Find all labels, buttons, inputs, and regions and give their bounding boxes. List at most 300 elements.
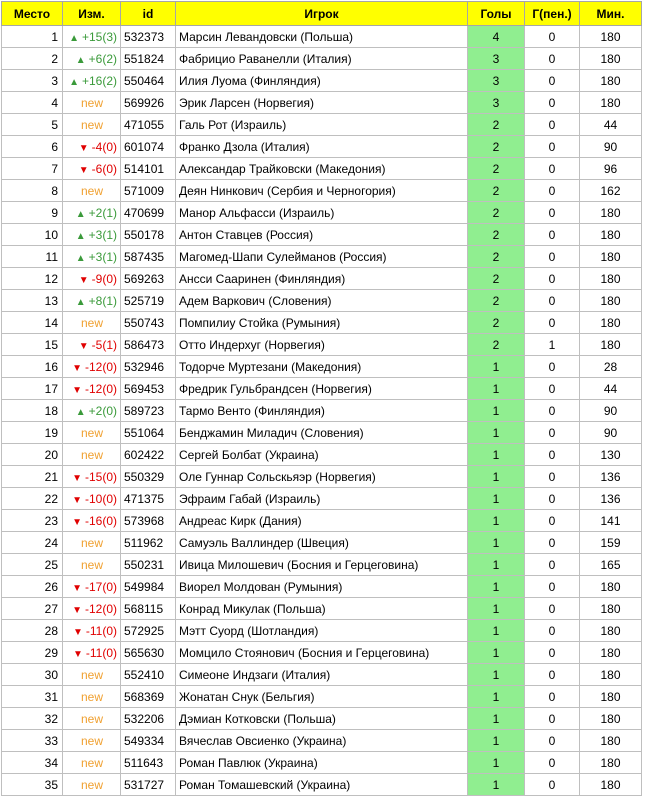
- change-value: +2(1): [88, 205, 117, 220]
- minutes-cell: 180: [580, 598, 642, 620]
- place-cell: 30: [2, 664, 63, 686]
- change-value: -9(0): [91, 271, 117, 286]
- header-id[interactable]: id: [121, 2, 176, 26]
- change-value: +8(1): [88, 293, 117, 308]
- place-cell: 32: [2, 708, 63, 730]
- minutes-cell: 180: [580, 92, 642, 114]
- place-cell: 10: [2, 224, 63, 246]
- id-cell: 573968: [121, 510, 176, 532]
- change-cell: [63, 400, 121, 422]
- minutes-cell: 180: [580, 334, 642, 356]
- change-cell: [63, 48, 121, 70]
- goals-cell: 1: [468, 400, 525, 422]
- place-cell: 13: [2, 290, 63, 312]
- change-cell: [63, 664, 121, 686]
- table-row[interactable]: [2, 774, 642, 796]
- player-cell: Эрик Ларсен (Норвегия): [176, 92, 468, 114]
- goals-cell: 1: [468, 620, 525, 642]
- goals-cell: 1: [468, 444, 525, 466]
- arrow-up-icon: ▲: [75, 54, 86, 66]
- table-row[interactable]: [2, 48, 642, 70]
- player-cell: Тодорче Муртезани (Македония): [176, 356, 468, 378]
- table-body: [2, 26, 642, 796]
- player-cell: Магомед-Шапи Сулейманов (Россия): [176, 246, 468, 268]
- player-cell: Галь Рот (Израиль): [176, 114, 468, 136]
- id-cell: 568115: [121, 598, 176, 620]
- minutes-cell: 180: [580, 246, 642, 268]
- arrow-down-icon: ▼: [72, 604, 82, 616]
- table-row[interactable]: [2, 158, 642, 180]
- table-row[interactable]: [2, 224, 642, 246]
- player-cell: Деян Нинкович (Сербия и Черногория): [176, 180, 468, 202]
- arrow-up-icon: ▲: [75, 252, 86, 264]
- change-value: -12(0): [84, 601, 117, 616]
- change-value: -5(1): [91, 337, 117, 352]
- minutes-cell: 180: [580, 202, 642, 224]
- table-row[interactable]: [2, 664, 642, 686]
- table-row[interactable]: [2, 26, 642, 48]
- penalty-goals-cell: 0: [525, 312, 580, 334]
- player-cell: Манор Альфасси (Израиль): [176, 202, 468, 224]
- change-cell: [63, 114, 121, 136]
- change-cell: [63, 290, 121, 312]
- goals-cell: 3: [468, 92, 525, 114]
- minutes-cell: 44: [580, 378, 642, 400]
- goals-cell: 2: [468, 136, 525, 158]
- penalty-goals-cell: 0: [525, 246, 580, 268]
- place-cell: 29: [2, 642, 63, 664]
- arrow-up-icon: ▲: [69, 32, 79, 44]
- minutes-cell: 141: [580, 510, 642, 532]
- change-value: new: [80, 425, 103, 440]
- minutes-cell: 180: [580, 730, 642, 752]
- place-cell: 20: [2, 444, 63, 466]
- table-row[interactable]: [2, 466, 642, 488]
- player-cell: Вячеслав Овсиенко (Украина): [176, 730, 468, 752]
- player-cell: Ивица Милошевич (Босния и Герцеговина): [176, 554, 468, 576]
- penalty-goals-cell: 0: [525, 268, 580, 290]
- id-cell: 571009: [121, 180, 176, 202]
- table-row[interactable]: [2, 730, 642, 752]
- player-cell: Бенджамин Миладич (Словения): [176, 422, 468, 444]
- change-value: -16(0): [84, 513, 117, 528]
- place-cell: 24: [2, 532, 63, 554]
- table-row[interactable]: [2, 598, 642, 620]
- penalty-goals-cell: 0: [525, 224, 580, 246]
- table-row[interactable]: [2, 488, 642, 510]
- table-row[interactable]: [2, 312, 642, 334]
- table-row[interactable]: [2, 268, 642, 290]
- goals-cell: 1: [468, 510, 525, 532]
- goals-cell: 1: [468, 686, 525, 708]
- change-cell: [63, 576, 121, 598]
- arrow-down-icon: ▼: [78, 142, 89, 154]
- change-cell: [63, 268, 121, 290]
- header-place[interactable]: Место: [2, 2, 63, 26]
- change-value: -10(0): [84, 491, 117, 506]
- change-value: +15(3): [81, 29, 117, 44]
- table-row[interactable]: [2, 576, 642, 598]
- minutes-cell: 180: [580, 620, 642, 642]
- place-cell: 19: [2, 422, 63, 444]
- player-cell: Отто Индерхуг (Норвегия): [176, 334, 468, 356]
- minutes-cell: 180: [580, 70, 642, 92]
- change-cell: [63, 532, 121, 554]
- id-cell: 511643: [121, 752, 176, 774]
- change-value: -6(0): [91, 161, 117, 176]
- change-value: -17(0): [84, 579, 117, 594]
- penalty-goals-cell: 0: [525, 752, 580, 774]
- minutes-cell: 159: [580, 532, 642, 554]
- table-row[interactable]: [2, 554, 642, 576]
- place-cell: 4: [2, 92, 63, 114]
- goals-cell: 1: [468, 752, 525, 774]
- goals-cell: 1: [468, 576, 525, 598]
- change-cell: [63, 510, 121, 532]
- change-cell: [63, 686, 121, 708]
- place-cell: 1: [2, 26, 63, 48]
- arrow-down-icon: ▼: [72, 362, 82, 374]
- table-row[interactable]: [2, 70, 642, 92]
- change-cell: [63, 598, 121, 620]
- penalty-goals-cell: 0: [525, 158, 580, 180]
- change-cell: [63, 136, 121, 158]
- table-row[interactable]: [2, 400, 642, 422]
- table-row[interactable]: [2, 532, 642, 554]
- place-cell: 27: [2, 598, 63, 620]
- goals-cell: 3: [468, 70, 525, 92]
- penalty-goals-cell: 0: [525, 488, 580, 510]
- id-cell: 550231: [121, 554, 176, 576]
- penalty-goals-cell: 0: [525, 48, 580, 70]
- arrow-up-icon: ▲: [69, 76, 79, 88]
- player-cell: Мэтт Суорд (Шотландия): [176, 620, 468, 642]
- goals-cell: 1: [468, 554, 525, 576]
- place-cell: 35: [2, 774, 63, 796]
- change-cell: [63, 92, 121, 114]
- id-cell: 470699: [121, 202, 176, 224]
- place-cell: 31: [2, 686, 63, 708]
- player-cell: Тармо Венто (Финляндия): [176, 400, 468, 422]
- arrow-down-icon: ▼: [78, 274, 89, 286]
- table-row[interactable]: [2, 620, 642, 642]
- id-cell: 568369: [121, 686, 176, 708]
- id-cell: 511962: [121, 532, 176, 554]
- arrow-down-icon: ▼: [78, 340, 89, 352]
- penalty-goals-cell: 0: [525, 202, 580, 224]
- id-cell: 532373: [121, 26, 176, 48]
- id-cell: 551824: [121, 48, 176, 70]
- change-value: new: [80, 733, 103, 748]
- player-cell: Андреас Кирк (Дания): [176, 510, 468, 532]
- penalty-goals-cell: 1: [525, 334, 580, 356]
- table-row[interactable]: [2, 356, 642, 378]
- minutes-cell: 180: [580, 642, 642, 664]
- place-cell: 8: [2, 180, 63, 202]
- player-cell: Роман Павлюк (Украина): [176, 752, 468, 774]
- minutes-cell: 162: [580, 180, 642, 202]
- penalty-goals-cell: 0: [525, 444, 580, 466]
- change-cell: [63, 488, 121, 510]
- minutes-cell: 96: [580, 158, 642, 180]
- arrow-up-icon: ▲: [75, 230, 86, 242]
- table-row[interactable]: [2, 378, 642, 400]
- change-value: new: [80, 117, 103, 132]
- player-cell: Эфраим Габай (Израиль): [176, 488, 468, 510]
- id-cell: 551064: [121, 422, 176, 444]
- id-cell: 532946: [121, 356, 176, 378]
- place-cell: 34: [2, 752, 63, 774]
- table-row[interactable]: [2, 246, 642, 268]
- goals-cell: 1: [468, 708, 525, 730]
- minutes-cell: 180: [580, 312, 642, 334]
- goals-cell: 2: [468, 180, 525, 202]
- table-row[interactable]: [2, 92, 642, 114]
- penalty-goals-cell: 0: [525, 598, 580, 620]
- change-cell: [63, 158, 121, 180]
- player-cell: Помпилиу Стойка (Румыния): [176, 312, 468, 334]
- goals-cell: 2: [468, 202, 525, 224]
- change-cell: [63, 356, 121, 378]
- arrow-up-icon: ▲: [75, 296, 86, 308]
- place-cell: 21: [2, 466, 63, 488]
- arrow-down-icon: ▼: [72, 582, 82, 594]
- arrow-down-icon: ▼: [72, 384, 82, 396]
- goals-cell: 1: [468, 642, 525, 664]
- change-cell: [63, 422, 121, 444]
- place-cell: 18: [2, 400, 63, 422]
- player-cell: Сергей Болбат (Украина): [176, 444, 468, 466]
- header-player[interactable]: Игрок: [176, 2, 468, 26]
- player-cell: Фредрик Гульбрандсен (Норвегия): [176, 378, 468, 400]
- place-cell: 6: [2, 136, 63, 158]
- place-cell: 12: [2, 268, 63, 290]
- change-value: +3(1): [88, 249, 117, 264]
- id-cell: 549334: [121, 730, 176, 752]
- change-value: new: [80, 755, 103, 770]
- place-cell: 9: [2, 202, 63, 224]
- place-cell: 15: [2, 334, 63, 356]
- id-cell: 525719: [121, 290, 176, 312]
- penalty-goals-cell: 0: [525, 136, 580, 158]
- place-cell: 28: [2, 620, 63, 642]
- header-row: [2, 2, 642, 26]
- id-cell: 531727: [121, 774, 176, 796]
- minutes-cell: 28: [580, 356, 642, 378]
- penalty-goals-cell: 0: [525, 92, 580, 114]
- change-cell: [63, 466, 121, 488]
- table-row[interactable]: [2, 422, 642, 444]
- table-row[interactable]: [2, 708, 642, 730]
- change-value: new: [80, 667, 103, 682]
- player-cell: Момцило Стоянович (Босния и Герцеговина): [176, 642, 468, 664]
- change-cell: [63, 202, 121, 224]
- id-cell: 572925: [121, 620, 176, 642]
- goals-cell: 1: [468, 422, 525, 444]
- goals-cell: 2: [468, 224, 525, 246]
- id-cell: 569263: [121, 268, 176, 290]
- minutes-cell: 180: [580, 48, 642, 70]
- id-cell: 587435: [121, 246, 176, 268]
- minutes-cell: 130: [580, 444, 642, 466]
- place-cell: 14: [2, 312, 63, 334]
- minutes-cell: 180: [580, 708, 642, 730]
- table-row[interactable]: [2, 136, 642, 158]
- penalty-goals-cell: 0: [525, 576, 580, 598]
- id-cell: 601074: [121, 136, 176, 158]
- penalty-goals-cell: 0: [525, 466, 580, 488]
- penalty-goals-cell: 0: [525, 422, 580, 444]
- penalty-goals-cell: 0: [525, 532, 580, 554]
- id-cell: 550178: [121, 224, 176, 246]
- header-goals[interactable]: Голы: [468, 2, 525, 26]
- change-value: -12(0): [84, 359, 117, 374]
- table-row[interactable]: [2, 510, 642, 532]
- player-cell: Симеоне Индзаги (Италия): [176, 664, 468, 686]
- table-row[interactable]: [2, 642, 642, 664]
- player-cell: Адем Варкович (Словения): [176, 290, 468, 312]
- player-cell: Александар Трайковски (Македония): [176, 158, 468, 180]
- table-row[interactable]: [2, 752, 642, 774]
- goals-cell: 1: [468, 466, 525, 488]
- place-cell: 33: [2, 730, 63, 752]
- arrow-down-icon: ▼: [72, 494, 82, 506]
- change-cell: [63, 774, 121, 796]
- change-cell: [63, 378, 121, 400]
- penalty-goals-cell: 0: [525, 290, 580, 312]
- table-row[interactable]: [2, 444, 642, 466]
- arrow-down-icon: ▼: [78, 164, 89, 176]
- penalty-goals-cell: 0: [525, 400, 580, 422]
- place-cell: 2: [2, 48, 63, 70]
- change-cell: [63, 70, 121, 92]
- change-value: -11(0): [85, 623, 117, 638]
- table-row[interactable]: [2, 180, 642, 202]
- penalty-goals-cell: 0: [525, 356, 580, 378]
- penalty-goals-cell: 0: [525, 686, 580, 708]
- change-value: new: [80, 315, 103, 330]
- change-value: new: [80, 183, 103, 198]
- arrow-down-icon: ▼: [72, 626, 83, 638]
- player-cell: Франко Дзола (Италия): [176, 136, 468, 158]
- place-cell: 7: [2, 158, 63, 180]
- change-value: new: [80, 535, 103, 550]
- table-row[interactable]: [2, 686, 642, 708]
- header-change[interactable]: Изм.: [63, 2, 121, 26]
- player-cell: Виорел Молдован (Румыния): [176, 576, 468, 598]
- player-cell: Фабрицио Раванелли (Италия): [176, 48, 468, 70]
- penalty-goals-cell: 0: [525, 70, 580, 92]
- place-cell: 26: [2, 576, 63, 598]
- goals-cell: 1: [468, 664, 525, 686]
- minutes-cell: 90: [580, 136, 642, 158]
- id-cell: 549984: [121, 576, 176, 598]
- goals-cell: 3: [468, 48, 525, 70]
- change-cell: [63, 642, 121, 664]
- player-cell: Дэмиан Котковски (Польша): [176, 708, 468, 730]
- place-cell: 3: [2, 70, 63, 92]
- id-cell: 532206: [121, 708, 176, 730]
- goals-cell: 1: [468, 532, 525, 554]
- goals-cell: 1: [468, 356, 525, 378]
- minutes-cell: 180: [580, 224, 642, 246]
- id-cell: 550464: [121, 70, 176, 92]
- minutes-cell: 180: [580, 576, 642, 598]
- change-value: new: [80, 447, 103, 462]
- change-cell: [63, 730, 121, 752]
- minutes-cell: 180: [580, 268, 642, 290]
- goals-cell: 1: [468, 378, 525, 400]
- penalty-goals-cell: 0: [525, 642, 580, 664]
- minutes-cell: 44: [580, 114, 642, 136]
- player-cell: Жонатан Снук (Бельгия): [176, 686, 468, 708]
- change-value: +3(1): [88, 227, 117, 242]
- change-cell: [63, 708, 121, 730]
- header-penalty-goals[interactable]: Г(пен.): [525, 2, 580, 26]
- arrow-up-icon: ▲: [75, 406, 86, 418]
- goals-cell: 1: [468, 598, 525, 620]
- penalty-goals-cell: 0: [525, 730, 580, 752]
- change-cell: [63, 620, 121, 642]
- arrow-down-icon: ▼: [72, 472, 82, 484]
- goals-cell: 1: [468, 774, 525, 796]
- minutes-cell: 180: [580, 774, 642, 796]
- id-cell: 569453: [121, 378, 176, 400]
- goals-cell: 1: [468, 730, 525, 752]
- penalty-goals-cell: 0: [525, 664, 580, 686]
- goals-cell: 2: [468, 158, 525, 180]
- change-value: -15(0): [84, 469, 117, 484]
- minutes-cell: 180: [580, 290, 642, 312]
- player-cell: Илия Луома (Финляндия): [176, 70, 468, 92]
- place-cell: 5: [2, 114, 63, 136]
- id-cell: 471055: [121, 114, 176, 136]
- table-row[interactable]: [2, 334, 642, 356]
- penalty-goals-cell: 0: [525, 708, 580, 730]
- player-cell: Ансси Саарин​ен (Финляндия): [176, 268, 468, 290]
- minutes-cell: 136: [580, 488, 642, 510]
- change-value: +2(0): [88, 403, 117, 418]
- change-cell: [63, 752, 121, 774]
- table-row[interactable]: [2, 202, 642, 224]
- goals-cell: 4: [468, 26, 525, 48]
- player-cell: Роман Томашевский (Украина): [176, 774, 468, 796]
- place-cell: 11: [2, 246, 63, 268]
- player-cell: Антон Ставцев (Россия): [176, 224, 468, 246]
- penalty-goals-cell: 0: [525, 26, 580, 48]
- arrow-down-icon: ▼: [72, 648, 83, 660]
- change-cell: [63, 224, 121, 246]
- place-cell: 22: [2, 488, 63, 510]
- change-value: +16(2): [81, 73, 117, 88]
- id-cell: 550743: [121, 312, 176, 334]
- minutes-cell: 136: [580, 466, 642, 488]
- id-cell: 589723: [121, 400, 176, 422]
- change-cell: [63, 26, 121, 48]
- header-minutes[interactable]: Мин.: [580, 2, 642, 26]
- id-cell: 514101: [121, 158, 176, 180]
- player-cell: Марсин Левандовски (Польша): [176, 26, 468, 48]
- place-cell: 16: [2, 356, 63, 378]
- player-cell: Самуэль Валлиндер (Швеция): [176, 532, 468, 554]
- place-cell: 17: [2, 378, 63, 400]
- penalty-goals-cell: 0: [525, 620, 580, 642]
- scorers-table: [1, 1, 642, 796]
- table-row[interactable]: [2, 290, 642, 312]
- table-row[interactable]: [2, 114, 642, 136]
- change-value: +6(2): [88, 51, 117, 66]
- arrow-down-icon: ▼: [72, 516, 82, 528]
